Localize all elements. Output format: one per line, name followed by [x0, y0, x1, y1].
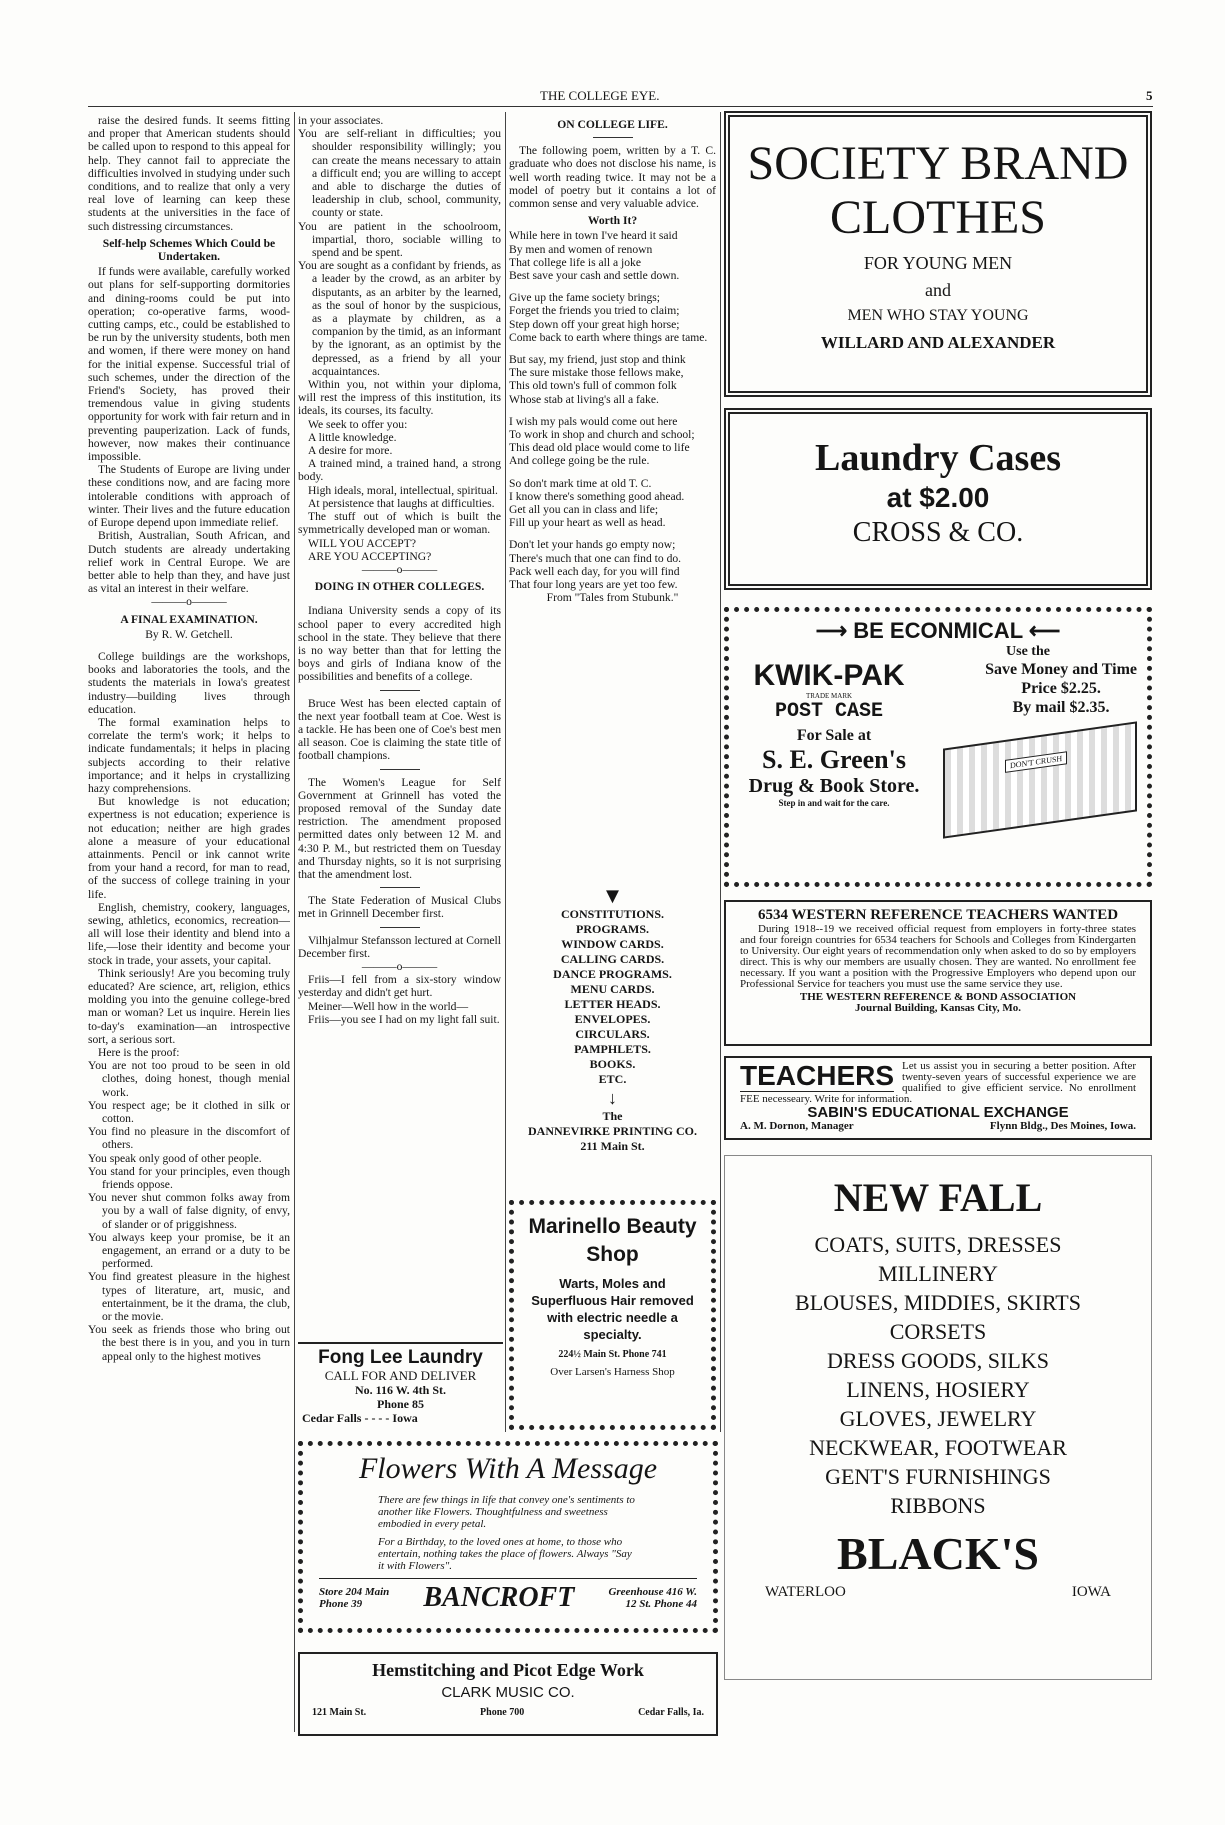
- merchandise-item: NECKWEAR, FOOTWEAR: [809, 1435, 1067, 1460]
- article-heading: ON COLLEGE LIFE.: [557, 118, 668, 131]
- paragraph: A little knowledge.: [308, 430, 397, 444]
- article-heading: Worth It?: [587, 214, 638, 228]
- paragraph: You always keep your promise, be it an engagement, an errand or a duty to be performed.: [88, 1230, 290, 1271]
- ad-org: SABIN'S EDUCATIONAL EXCHANGE: [807, 1104, 1069, 1121]
- arrow-right-icon: ⟶: [815, 618, 854, 643]
- ad-name: CLARK MUSIC CO.: [441, 1684, 575, 1701]
- ad-line: For Sale at: [796, 727, 872, 744]
- paragraph: College buildings are the workshops, books and laboratories the tools, and the students the materials in Iowa's greatest industry—building lives through education.: [88, 649, 290, 716]
- merchandise-item: COATS, SUITS, DRESSES: [814, 1232, 1062, 1257]
- print-item: BOOKS.: [589, 1057, 636, 1071]
- paragraph: A desire for more.: [308, 444, 393, 458]
- poem-line: Fill up your heart as well as head.: [509, 516, 666, 530]
- paragraph: raise the desired funds. It seems fitting and proper that American students should be called upon to respond to this appeal for help. They cannot fail to appreciate the difficulties involved in studying under such conditions, and to realize that only a very real love of learning can keep these students at the universities in the face of such distressing circumstances.: [88, 114, 290, 233]
- ad-store: WILLARD AND ALEXANDER: [820, 333, 1056, 352]
- store-info: [319, 1586, 389, 1610]
- paragraph: Vilhjalmur Stefansson lectured at Cornell December first.: [298, 933, 501, 960]
- dannevirke-printing-ad: [509, 885, 716, 1190]
- ad-state: IOWA: [1071, 1584, 1111, 1600]
- poem-line: By men and women of renown: [509, 242, 653, 256]
- paragraph: The State Federation of Musical Clubs met in Grinnell December first.: [298, 894, 501, 921]
- divider: [380, 769, 420, 770]
- paragraph: in your associates.: [298, 114, 384, 127]
- ad-address: Flynn Bldg., Des Moines, Iowa.: [989, 1120, 1136, 1132]
- ad-store: S. E. Green's: [762, 745, 906, 774]
- society-brand-clothes-ad: [724, 111, 1152, 397]
- paragraph: You are self-reliant in difficulties; you shoulder responsibility willingly; you can create the means necessary to attain a difficult end; you are willing to accept and able to discharge the duties of leadership in club, school, community, county or state.: [298, 127, 501, 220]
- ad-title: BE ECONMICAL: [853, 618, 1023, 643]
- ad-price: Price $2.25.: [1021, 680, 1101, 697]
- ad-title: CLOTHES: [830, 191, 1046, 244]
- ad-the: The: [602, 1109, 623, 1123]
- paragraph: The stuff out of which is built the symmetrically developed man or woman.: [298, 510, 501, 537]
- paragraph: You are not too proud to be seen in old clothes, doing honest, though menial work.: [88, 1059, 290, 1099]
- poem-line: Step down off your great high horse;: [509, 317, 680, 331]
- ad-store: Drug & Book Store.: [748, 775, 920, 797]
- arrow-down-icon: ↓: [608, 1088, 617, 1108]
- ad-title: 6534 WESTERN REFERENCE TEACHERS WANTED: [757, 907, 1119, 923]
- paragraph: You seek as friends those who bring out the best there is in you, and you in turn appeal only to the highest motives: [88, 1323, 290, 1363]
- fong-lee-laundry-ad: [298, 1342, 503, 1430]
- merchandise-item: DRESS GOODS, SILKS: [827, 1348, 1049, 1373]
- merchandise-item: CORSETS: [889, 1319, 987, 1344]
- ad-line: Use the: [1006, 644, 1050, 659]
- paragraph: Indiana University sends a copy of its school paper to every accredited high school in the state. They believe that there is no way better than that for letting the boys and girls of Indiana know of the possibilities and benefits of a college.: [298, 604, 501, 684]
- box-label: DON'T CRUSH: [1005, 751, 1067, 773]
- paragraph: By R. W. Getchell.: [145, 627, 233, 641]
- arrow-down-icon: ▼: [601, 883, 624, 908]
- article-heading: DOING IN OTHER COLLEGES.: [314, 580, 485, 594]
- page-number: 5: [1146, 88, 1153, 103]
- paragraph: You respect age; be it clothed in silk or cotton.: [88, 1098, 290, 1126]
- poem-line: I know there's something good ahead.: [509, 489, 685, 503]
- paragraph: WILL YOU ACCEPT?: [308, 536, 416, 550]
- ad-line: Save Money and Time: [985, 661, 1137, 678]
- poem-line: I wish my pals would come out here: [509, 414, 678, 428]
- poem-line: Best save your cash and settle down.: [509, 269, 680, 283]
- paragraph: ———o———: [151, 595, 227, 609]
- column-2: [298, 114, 501, 1339]
- newspaper-masthead: THE COLLEGE EYE.: [540, 88, 660, 103]
- print-item: PROGRAMS.: [576, 922, 649, 936]
- ad-price-mail: By mail $2.35.: [1012, 699, 1110, 716]
- column-1: [88, 114, 290, 1739]
- paragraph: We seek to offer you:: [308, 417, 408, 431]
- poem-line: Whose stab at living's all a fake.: [509, 392, 659, 406]
- poem-line: Give up the fame society brings;: [509, 291, 661, 305]
- ad-body: During 1918--19 we received official request from employers in forty-three states and four foreign countries for 6534 teachers for Schools and Colleges from Kindergarten to University. Our eight years of recommendation only when asked to do so by employers direct. This is why our members are usually chosen. They are wanted. No enrollment fee necessary. If you want a position with the Progressive Employers who depend upon our Professional Service for teachers you must use the same service they use.: [740, 923, 1136, 990]
- ad-title: TEACHERS: [740, 1060, 895, 1091]
- ad-store: BLACK'S: [837, 1528, 1039, 1579]
- divider: [380, 887, 420, 888]
- paragraph: A trained mind, a trained hand, a strong body.: [298, 457, 501, 484]
- paragraph: ARE YOU ACCEPTING?: [308, 549, 432, 563]
- ad-line: FOR YOUNG MEN: [863, 253, 1013, 273]
- ad-address: 224½ Main St. Phone 741: [558, 1349, 667, 1360]
- spacer: [509, 529, 716, 538]
- ad-org: THE WESTERN REFERENCE & BOND ASSOCIATION: [799, 991, 1077, 1003]
- ad-phone: Phone 85: [376, 1397, 424, 1411]
- greenhouse-phone: 12 St. Phone 44: [625, 1598, 697, 1610]
- greenhouse-address: Greenhouse 416 W.: [608, 1586, 697, 1598]
- ad-body: Let us assist you in securing a better position. After twenty-seven years of successful experience we are qualified to give efficient service. No enrollment FEE necesseary. Write for information.: [740, 1060, 1136, 1105]
- paragraph: Meiner—Well how in the world—: [308, 999, 469, 1013]
- ad-text: There are few things in life that convey one's sentiments to another like Flowers. Thoughtfulness and sweetness embodied in every petal.: [378, 1494, 635, 1530]
- bancroft-flowers-ad: [298, 1441, 718, 1633]
- paragraph: You speak only good of other people.: [88, 1151, 262, 1165]
- paragraph: Here is the proof:: [98, 1046, 180, 1060]
- blacks-new-fall-ad: [724, 1155, 1152, 1680]
- divider: [380, 690, 420, 691]
- ad-title: Marinello Beauty Shop: [528, 1215, 697, 1266]
- column-rule: [294, 112, 295, 1732]
- spacer: [509, 344, 716, 353]
- paragraph: The Students of Europe are living under these conditions now, and are facing more intolerable conditions with approach of winter. Their lives and the future education of Europe depend upon immediate relief.: [88, 463, 290, 530]
- ad-text: For a Birthday, to the loved ones at home, to those who entertain, nothing takes the place of flowers. Always "Say it with Flowers".: [378, 1536, 632, 1572]
- post-case-illustration: [943, 721, 1137, 838]
- ad-title: Laundry Cases: [815, 437, 1061, 479]
- merchandise-item: LINENS, HOSIERY: [846, 1377, 1030, 1402]
- poem-line: While here in town I've heard it said: [509, 229, 678, 243]
- ad-title: Hemstitching and Picot Edge Work: [372, 1660, 644, 1680]
- brand-case: POST CASE: [774, 700, 884, 723]
- merchandise-item: GLOVES, JEWELRY: [839, 1406, 1037, 1431]
- poem-line: Come back to earth where things are tame.: [509, 330, 708, 344]
- hemstitching-ad: [298, 1652, 718, 1736]
- print-item: PAMPHLETS.: [574, 1042, 651, 1056]
- poem-line: Pack well each day, for you will find: [509, 564, 680, 578]
- paragraph: Bruce West has been elected captain of the next year football team at Coe. West is a tackle. He has been one of Coe's best men all season. Coe is claiming the state title of football champions.: [298, 696, 501, 763]
- ad-address: 211 Main St.: [580, 1139, 645, 1153]
- paragraph: The following poem, written by a T. C. graduate who does not disclose his name, is well worth reading twice. It may not be a model of poetry but it contains a lot of common sense and very valuable advice.: [509, 144, 716, 211]
- poem-line: There's much that one can find to do.: [509, 551, 682, 565]
- paragraph: You are patient in the schoolroom, impartial, thoro, sociable willing to spend and be spent.: [298, 219, 501, 260]
- divider: [593, 137, 633, 138]
- ad-note: Step in and wait for the care.: [778, 798, 890, 808]
- merchandise-item: RIBBONS: [890, 1493, 986, 1518]
- ad-store: CROSS & CO.: [852, 517, 1024, 548]
- ad-title: SOCIETY BRAND: [747, 137, 1129, 190]
- paragraph: From "Tales from Stubunk.": [546, 591, 679, 605]
- paragraph: English, chemistry, cookery, languages, sewing, athletics, economics, recreation—all will lose their identity and blend into a life,—lose their identity and become your stock in trade, your assets, your capital.: [88, 900, 290, 967]
- ad-name: BANCROFT: [423, 1582, 575, 1613]
- store-phone: Phone 39: [319, 1598, 363, 1610]
- paragraph: But knowledge is not education; expertness is not education; experience is not education; neither are high grades alone a measure of your educational attainments. Pencil or ink cannot write from your hand a record, for man to read, of the success of college training in your life.: [88, 795, 290, 901]
- arrow-left-icon: ⟵: [1022, 618, 1061, 643]
- article-heading: A FINAL EXAMINATION.: [120, 612, 258, 626]
- print-item: CIRCULARS.: [575, 1027, 650, 1041]
- paragraph: You stand for your principles, even though friends oppose.: [88, 1164, 290, 1192]
- spacer: [509, 406, 716, 415]
- merchandise-item: BLOUSES, MIDDIES, SKIRTS: [795, 1290, 1081, 1315]
- print-item: LETTER HEADS.: [564, 997, 661, 1011]
- column-rule: [720, 112, 721, 1432]
- paragraph: Within you, not within your diploma, will rest the impress of this institution, its ideals, its courses, its faculty.: [298, 378, 501, 418]
- poem-line: This old town's full of common folk: [509, 379, 677, 393]
- paragraph: Friis—you see I had on my light fall suit.: [308, 1012, 500, 1026]
- ad-city: Cedar Falls - - - - Iowa: [302, 1411, 418, 1425]
- ad-manager: A. M. Dornon, Manager: [740, 1120, 854, 1132]
- ad-title: Flowers With A Message: [358, 1452, 658, 1485]
- kwik-pak-post-case-ad: [724, 607, 1152, 887]
- western-reference-teachers-ad: [724, 900, 1152, 1046]
- trade-mark: TRADE MARK: [805, 692, 853, 700]
- marinello-beauty-shop-ad: [509, 1200, 716, 1430]
- print-item: CALLING CARDS.: [560, 952, 665, 966]
- divider: [380, 927, 420, 928]
- print-item: WINDOW CARDS.: [561, 937, 664, 951]
- paragraph: British, Australian, South African, and Dutch students are already undertaking relief work in Central Europe. We are better able to help than they, and have just as vital an interest in their welfare.: [88, 529, 290, 596]
- paragraph: ———o———: [361, 562, 438, 576]
- paragraph: You never shut common folks away from you by a wall of false dignity, of envy, of slander or of priggishness.: [88, 1191, 290, 1231]
- ad-line: and: [925, 280, 951, 300]
- ad-city: Cedar Falls, Ia.: [638, 1707, 704, 1718]
- header-rule: [88, 106, 1153, 107]
- poem-line: The sure mistake those fellows make,: [509, 366, 684, 380]
- article-heading: Self-help Schemes Which Could be Undertaken.: [102, 236, 276, 264]
- paragraph: ———o———: [361, 959, 438, 973]
- sabins-educational-exchange-ad: [724, 1056, 1152, 1140]
- spacer: [509, 282, 716, 291]
- greenhouse-info: [608, 1586, 697, 1610]
- paragraph: At persistence that laughs at difficulties.: [308, 496, 495, 510]
- ad-name: DANNEVIRKE PRINTING CO.: [527, 1124, 697, 1138]
- ad-note: Over Larsen's Harness Shop: [550, 1366, 675, 1378]
- ad-price: at $2.00: [886, 482, 990, 513]
- print-item: ENVELOPES.: [574, 1012, 651, 1026]
- paragraph: You find no pleasure in the discomfort of others.: [88, 1125, 290, 1152]
- ad-body: Warts, Moles and Superfluous Hair removed with electric needle a specialty.: [531, 1276, 694, 1342]
- store-address: Store 204 Main: [319, 1586, 390, 1598]
- ad-line: MEN WHO STAY YOUNG: [847, 307, 1029, 324]
- brand-logo: KWIK-PAK: [753, 659, 905, 692]
- poem-line: To work in shop and church and school;: [509, 428, 695, 442]
- print-item: DANCE PROGRAMS.: [553, 967, 672, 981]
- ad-title: Fong Lee Laundry: [318, 1347, 483, 1368]
- spacer: [88, 641, 290, 650]
- ad-address: No. 116 W. 4th St.: [354, 1383, 447, 1397]
- ad-address: 121 Main St.: [312, 1707, 367, 1718]
- poem-line: And college going be the rule.: [509, 454, 650, 468]
- merchandise-item: GENT'S FURNISHINGS: [825, 1464, 1051, 1489]
- merchandise-item: MILLINERY: [878, 1261, 998, 1286]
- paragraph: If funds were available, carefully worked out plans for self-supporting dormitories and dining-rooms could be put into operation; co-operative farms, wood-cutting camps, etc., could be established to be run by the university students, both men and women, if there were money on hand for the initial expense. Successful trial of such schemes, under the direction of the Friend's Society, has proved their tremendous value in giving students opportunity for work with fair return and in preventing pauperization. Lack of funds, however, now makes their continuance impossible.: [88, 265, 290, 464]
- spacer: [509, 468, 716, 477]
- laundry-cases-ad: [724, 408, 1152, 590]
- poem-line: Forget the friends you tried to claim;: [509, 304, 680, 318]
- poem-line: But say, my friend, just stop and think: [509, 353, 686, 367]
- poem-line: This dead old place would come to life: [509, 441, 690, 455]
- paragraph: The Women's League for Self Government at Grinnell has voted the proposed removal of the Sunday date restriction. The amendment proposed permitted dates only between 12 M. and 4:30 P. M., but restricted them on Tuesday and Thursday nights, so it is not surprising that the amendment lost.: [298, 775, 501, 881]
- ad-city: WATERLOO: [765, 1584, 846, 1600]
- paragraph: Think seriously! Are you becoming truly educated? Are science, art, religion, ethics molding you into the genuine college-bred man or woman? Let us inquire. Herein lies to-day's examination—an introspective sort, a serious sort.: [88, 966, 290, 1046]
- print-item: CONSTITUTIONS.: [560, 907, 665, 921]
- poem-line: Get all you can in class and life;: [509, 503, 659, 517]
- paragraph: High ideals, moral, intellectual, spiritual.: [308, 483, 498, 497]
- paragraph: The formal examination helps to correlate the term's work; it helps to indicate fundamentals; it helps in placing subjects according to their relative importance; and it helps in crystallizing hazy comprehensions.: [88, 715, 290, 795]
- print-item: ETC.: [598, 1072, 627, 1086]
- ad-address: Journal Building, Kansas City, Mo.: [855, 1002, 1021, 1014]
- column-rule: [505, 112, 506, 1432]
- ad-title: NEW FALL: [833, 1175, 1043, 1220]
- spacer: [298, 595, 501, 604]
- print-item: MENU CARDS.: [570, 982, 655, 996]
- ad-headline: [739, 618, 1137, 644]
- poem-line: That four long years are yet too few.: [509, 578, 678, 592]
- poem-line: Don't let your hands go empty now;: [509, 538, 676, 552]
- paragraph: Friis—I fell from a six-story window yesterday and didn't get hurt.: [298, 973, 501, 1000]
- kwik-pak-logo: [739, 660, 919, 723]
- poem-line: So don't mark time at old T. C.: [509, 476, 652, 490]
- ad-phone: Phone 700: [480, 1707, 525, 1718]
- column-3: [509, 114, 716, 899]
- paragraph: You find greatest pleasure in the highest types of literature, art, music, and entertainment, be it the drama, the club, or the movie.: [88, 1270, 290, 1324]
- paragraph: You are sought as a confidant by friends, as a leader by the crowd, as an arbiter by disputants, as an arbiter by the learned, as the soul of honor by the suspicious, as a playmate by children, as a companion by the timid, as an informant by the ignorant, as an optimist by the depressed, as a friend by all your acquaintances.: [298, 259, 501, 378]
- ad-line: CALL FOR AND DELIVER: [324, 1368, 477, 1383]
- poem-line: That college life is all a joke: [509, 255, 641, 269]
